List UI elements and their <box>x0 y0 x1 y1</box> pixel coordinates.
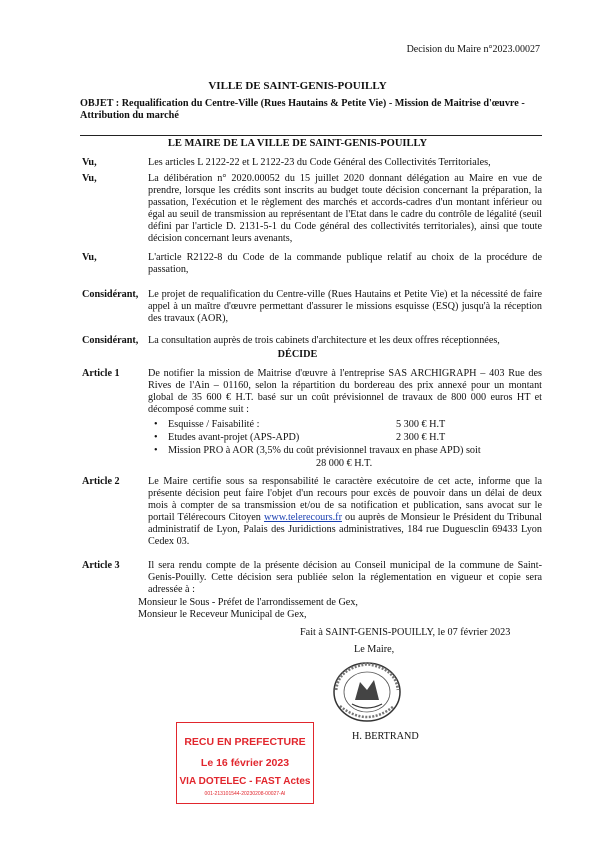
place-date: Fait à SAINT-GENIS-POUILLY, le 07 février 2023 <box>300 627 511 638</box>
recital-text: Le projet de requalification du Centre-ville (Rues Hautains et Petite Vie) et la nécessité de faire appel à un maître d'œuvre permettant d'assurer le missions esquisse (ESQ) jusqu'à la réception des travaux (AOR), <box>148 289 542 324</box>
article-1-text: De notifier la mission de Maitrise d'œuvre à l'entreprise SAS ARCHIGRAPH – 403 Rue des Rives de l'Ain – 01160, selon la répartition du bordereau des prix annexé pour un montant global de 35 600 € H.T. basé sur un coût prévisionnel de travaux de 800 000 euros HT et décomposé comme suit : <box>148 368 542 415</box>
telerecours-link[interactable]: www.telerecours.fr <box>263 512 342 523</box>
cost-line-amount: 28 000 € H.T. <box>316 458 373 469</box>
article-1-label: Article 1 <box>82 368 120 379</box>
signatory-title: Le Maire, <box>354 644 395 655</box>
cost-line <box>154 445 538 457</box>
objet-divider <box>80 135 542 136</box>
recipient-line: Monsieur le Receveur Municipal de Gex, <box>138 609 307 620</box>
recital-text: L'article R2122-8 du Code de la commande publique relatif au choix de la procédure de passation, <box>148 252 542 275</box>
article-3-label: Article 3 <box>82 560 120 571</box>
recital-text: La délibération n° 2020.00052 du 15 juillet 2020 donnant délégation au Maire en vue de prendre, lorsque les crédits sont inscrits au budget toute décision concernant la préparation, la passation, l'exécution et le règlement des marchés et accords-cadres d'un montant inférieur ou égal au seuil de transmission au représentant de l'Etat dans le cadre du contrôle de légalité (seuil défini par l'article D. 2131-5-1 du Code général des collectivités territoriales), ainsi que toute décision concernant leurs avenants, <box>148 173 542 244</box>
cost-line <box>154 432 538 444</box>
stamp-line: RECU EN PREFECTURE <box>184 736 306 748</box>
cost-line-label: Etudes avant-projet (APS-APD) <box>168 432 300 443</box>
bullet-icon: • <box>154 445 158 456</box>
article-2-text-part: Le Maire certifie sous sa responsabilité le caractère exécutoire de cet acte, informe que la présente décision peut faire l'objet d'un recours pour excès de pouvoir dans un délai de deux mois à compter de sa transmission et/ou de sa notification et publication, sans avocat sur le portail Télérecours Citoyen <box>148 476 542 523</box>
recital-label: Vu, <box>82 252 97 263</box>
cost-line <box>154 419 538 431</box>
cost-line-label: Mission PRO à AOR (3,5% du coût prévisionnel travaux en phase APD) soit <box>168 445 481 456</box>
stamp-reference: 001-213101544-20230208-00027-AI <box>204 791 286 797</box>
recital-label: Vu, <box>82 173 97 184</box>
stamp-date: Le 16 février 2023 <box>200 757 290 769</box>
bullet-icon: • <box>154 432 158 443</box>
authority-heading: LE MAIRE DE LA VILLE DE SAINT-GENIS-POUILLY <box>167 138 428 149</box>
decision-reference: Decision du Maire n°2023.00027 <box>406 44 540 55</box>
article-2-label: Article 2 <box>82 476 120 487</box>
recital-text: La consultation auprès de trois cabinets d'architecture et les deux offres réceptionnées, <box>148 335 500 346</box>
recital-label: Considérant, <box>82 289 139 300</box>
article-3-text: Il sera rendu compte de la présente décision au Conseil municipal de la commune de Saint-Genis-Pouilly. Cette décision sera publiée selon la réglementation en vigueur et copie sera adressée à : <box>148 560 542 595</box>
city-title: VILLE DE SAINT-GENIS-POUILLY <box>208 80 387 92</box>
bullet-icon: • <box>154 419 158 430</box>
objet-heading: OBJET : Requalification du Centre-Ville (Rues Hautains & Petite Vie) - Mission de Maitrise d'œuvre - Attribution du marché <box>80 98 525 121</box>
recital-label: Vu, <box>82 157 97 168</box>
municipal-seal <box>322 660 412 724</box>
recital-label: Considérant, <box>82 335 139 346</box>
article-2-text-part: ou auprès de Monsieur le Président du Tribunal administratif de Lyon, Palais des Juridictions administratives, 184 rue Duguesclin 69433 Lyon Cedex 03. <box>148 512 543 547</box>
cost-line-label: Esquisse / Faisabilité : <box>168 419 260 430</box>
recital-text: Les articles L 2122-22 et L 2122-23 du Code Général des Collectivités Territoriales, <box>148 157 491 168</box>
signatory-name: H. BERTRAND <box>352 731 419 742</box>
prefecture-stamp <box>176 722 314 804</box>
cost-line-amount: 5 300 € H.T <box>396 419 446 430</box>
recipient-line: Monsieur le Sous - Préfet de l'arrondissement de Gex, <box>138 597 358 608</box>
stamp-line: VIA DOTELEC - FAST Actes <box>179 776 311 787</box>
cost-line-amount: 2 300 € H.T <box>396 432 446 443</box>
decide-heading: DÉCIDE <box>277 349 318 360</box>
article-2-text <box>148 476 542 548</box>
